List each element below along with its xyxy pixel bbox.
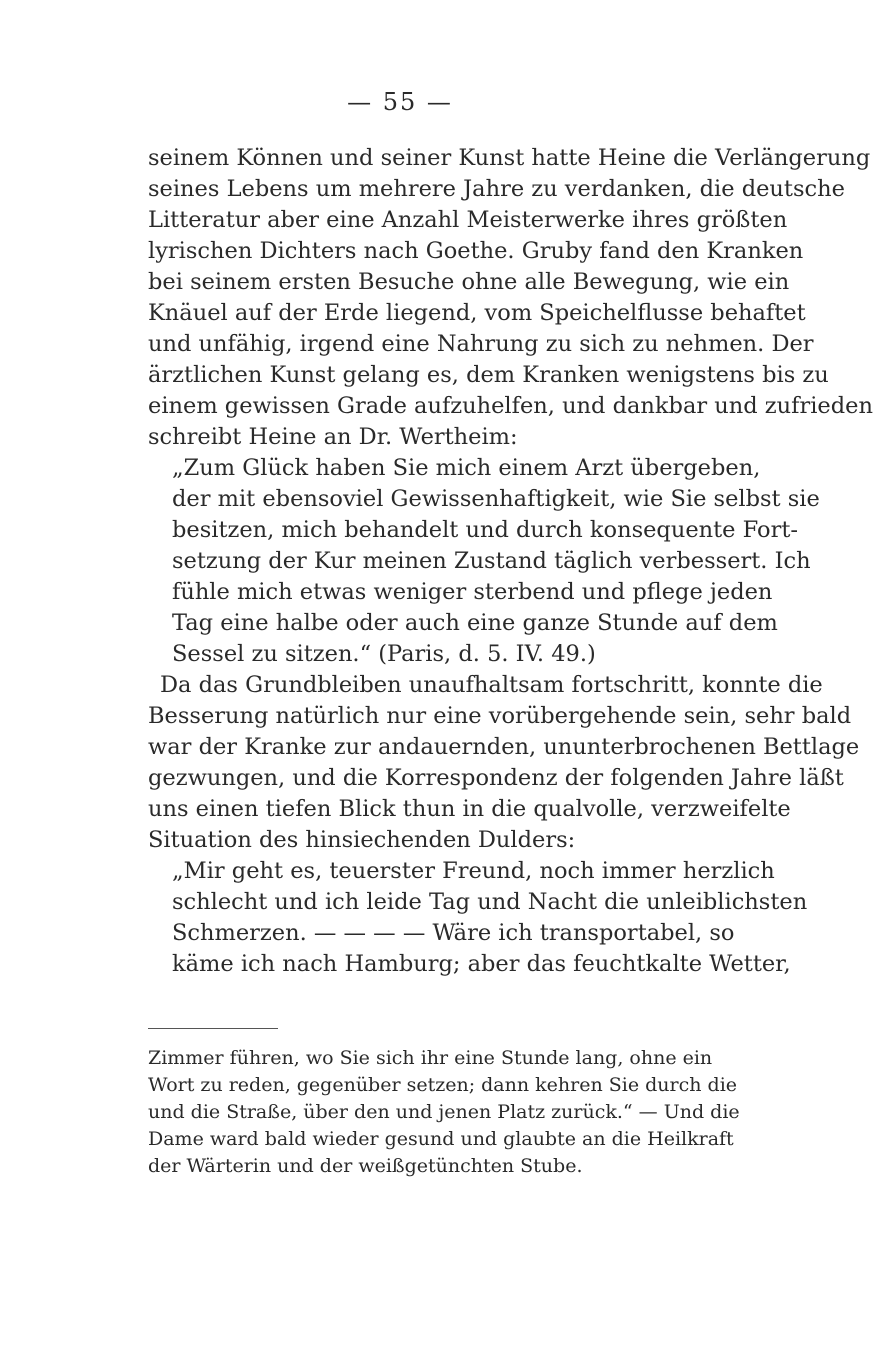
text-line: besitzen, mich behandelt und durch konsequente Fort-: [172, 517, 798, 543]
text-line: seinem Können und seiner Kunst hatte Heine die Verlängerung: [148, 145, 871, 171]
paragraph-1: [148, 143, 873, 453]
footnote-line: Zimmer führen, wo Sie sich ihr eine Stunde lang, ohne ein: [148, 1047, 713, 1069]
main-text: [148, 143, 873, 980]
text-line: Sessel zu sitzen.“ (Paris, d. 5. IV. 49.): [172, 641, 596, 667]
text-line: Da das Grundbleiben unaufhaltsam fortschritt, konnte die: [160, 672, 823, 698]
footnote-divider: [148, 1028, 278, 1029]
page-number: — 55 —: [347, 88, 453, 116]
text-line: Knäuel auf der Erde liegend, vom Speichelflusse behaftet: [148, 300, 806, 326]
text-line: gezwungen, und die Korrespondenz der folgenden Jahre läßt: [148, 765, 844, 791]
text-line: uns einen tiefen Blick thun in die qualvolle, verzweifelte: [148, 796, 791, 822]
text-line: „Mir geht es, teuerster Freund, noch immer herzlich: [172, 858, 775, 884]
footnote-line: Wort zu reden, gegenüber setzen; dann kehren Sie durch die: [148, 1074, 738, 1096]
text-line: schlecht und ich leide Tag und Nacht die unleiblichsten: [172, 889, 808, 915]
text-line: der mit ebensoviel Gewissenhaftigkeit, wie Sie selbst sie: [172, 486, 820, 512]
text-line: Besserung natürlich nur eine vorübergehende sein, sehr bald: [148, 703, 852, 729]
text-line: Tag eine halbe oder auch eine ganze Stunde auf dem: [172, 610, 778, 636]
text-line: „Zum Glück haben Sie mich einem Arzt übergeben,: [172, 455, 761, 481]
text-line: käme ich nach Hamburg; aber das feuchtkalte Wetter,: [172, 951, 791, 977]
text-line: ärztlichen Kunst gelang es, dem Kranken wenigstens bis zu: [148, 362, 829, 388]
text-line: lyrischen Dichters nach Goethe. Gruby fand den Kranken: [148, 238, 804, 264]
text-line: bei seinem ersten Besuche ohne alle Bewegung, wie ein: [148, 269, 790, 295]
text-line: war der Kranke zur andauernden, ununterbrochenen Bettlage: [148, 734, 860, 760]
footnote-line: der Wärterin und der weißgetünchten Stube.: [148, 1155, 583, 1177]
paragraph-2: [148, 670, 860, 856]
text-line: Situation des hinsiechenden Dulders:: [148, 827, 576, 853]
text-line: und unfähig, irgend eine Nahrung zu sich zu nehmen. Der: [148, 331, 814, 357]
text-line: Litteratur aber eine Anzahl Meisterwerke ihres größten: [148, 207, 788, 233]
text-line: einem gewissen Grade aufzuhelfen, und dankbar und zufrieden: [148, 393, 873, 419]
footnote: [148, 1045, 740, 1180]
quotation-1: [148, 453, 820, 670]
text-line: fühle mich etwas weniger sterbend und pflege jeden: [172, 579, 773, 605]
text-line: setzung der Kur meinen Zustand täglich verbessert. Ich: [172, 548, 811, 574]
quotation-2: [148, 856, 808, 980]
text-line: Schmerzen. — — — — Wäre ich transportabel, so: [172, 920, 735, 946]
text-line: seines Lebens um mehrere Jahre zu verdanken, die deutsche: [148, 176, 845, 202]
footnote-line: und die Straße, über den und jenen Platz zurück.“ — Und die: [148, 1101, 740, 1123]
text-line: schreibt Heine an Dr. Wertheim:: [148, 424, 518, 450]
footnote-line: Dame ward bald wieder gesund und glaubte an die Heilkraft: [148, 1128, 734, 1150]
